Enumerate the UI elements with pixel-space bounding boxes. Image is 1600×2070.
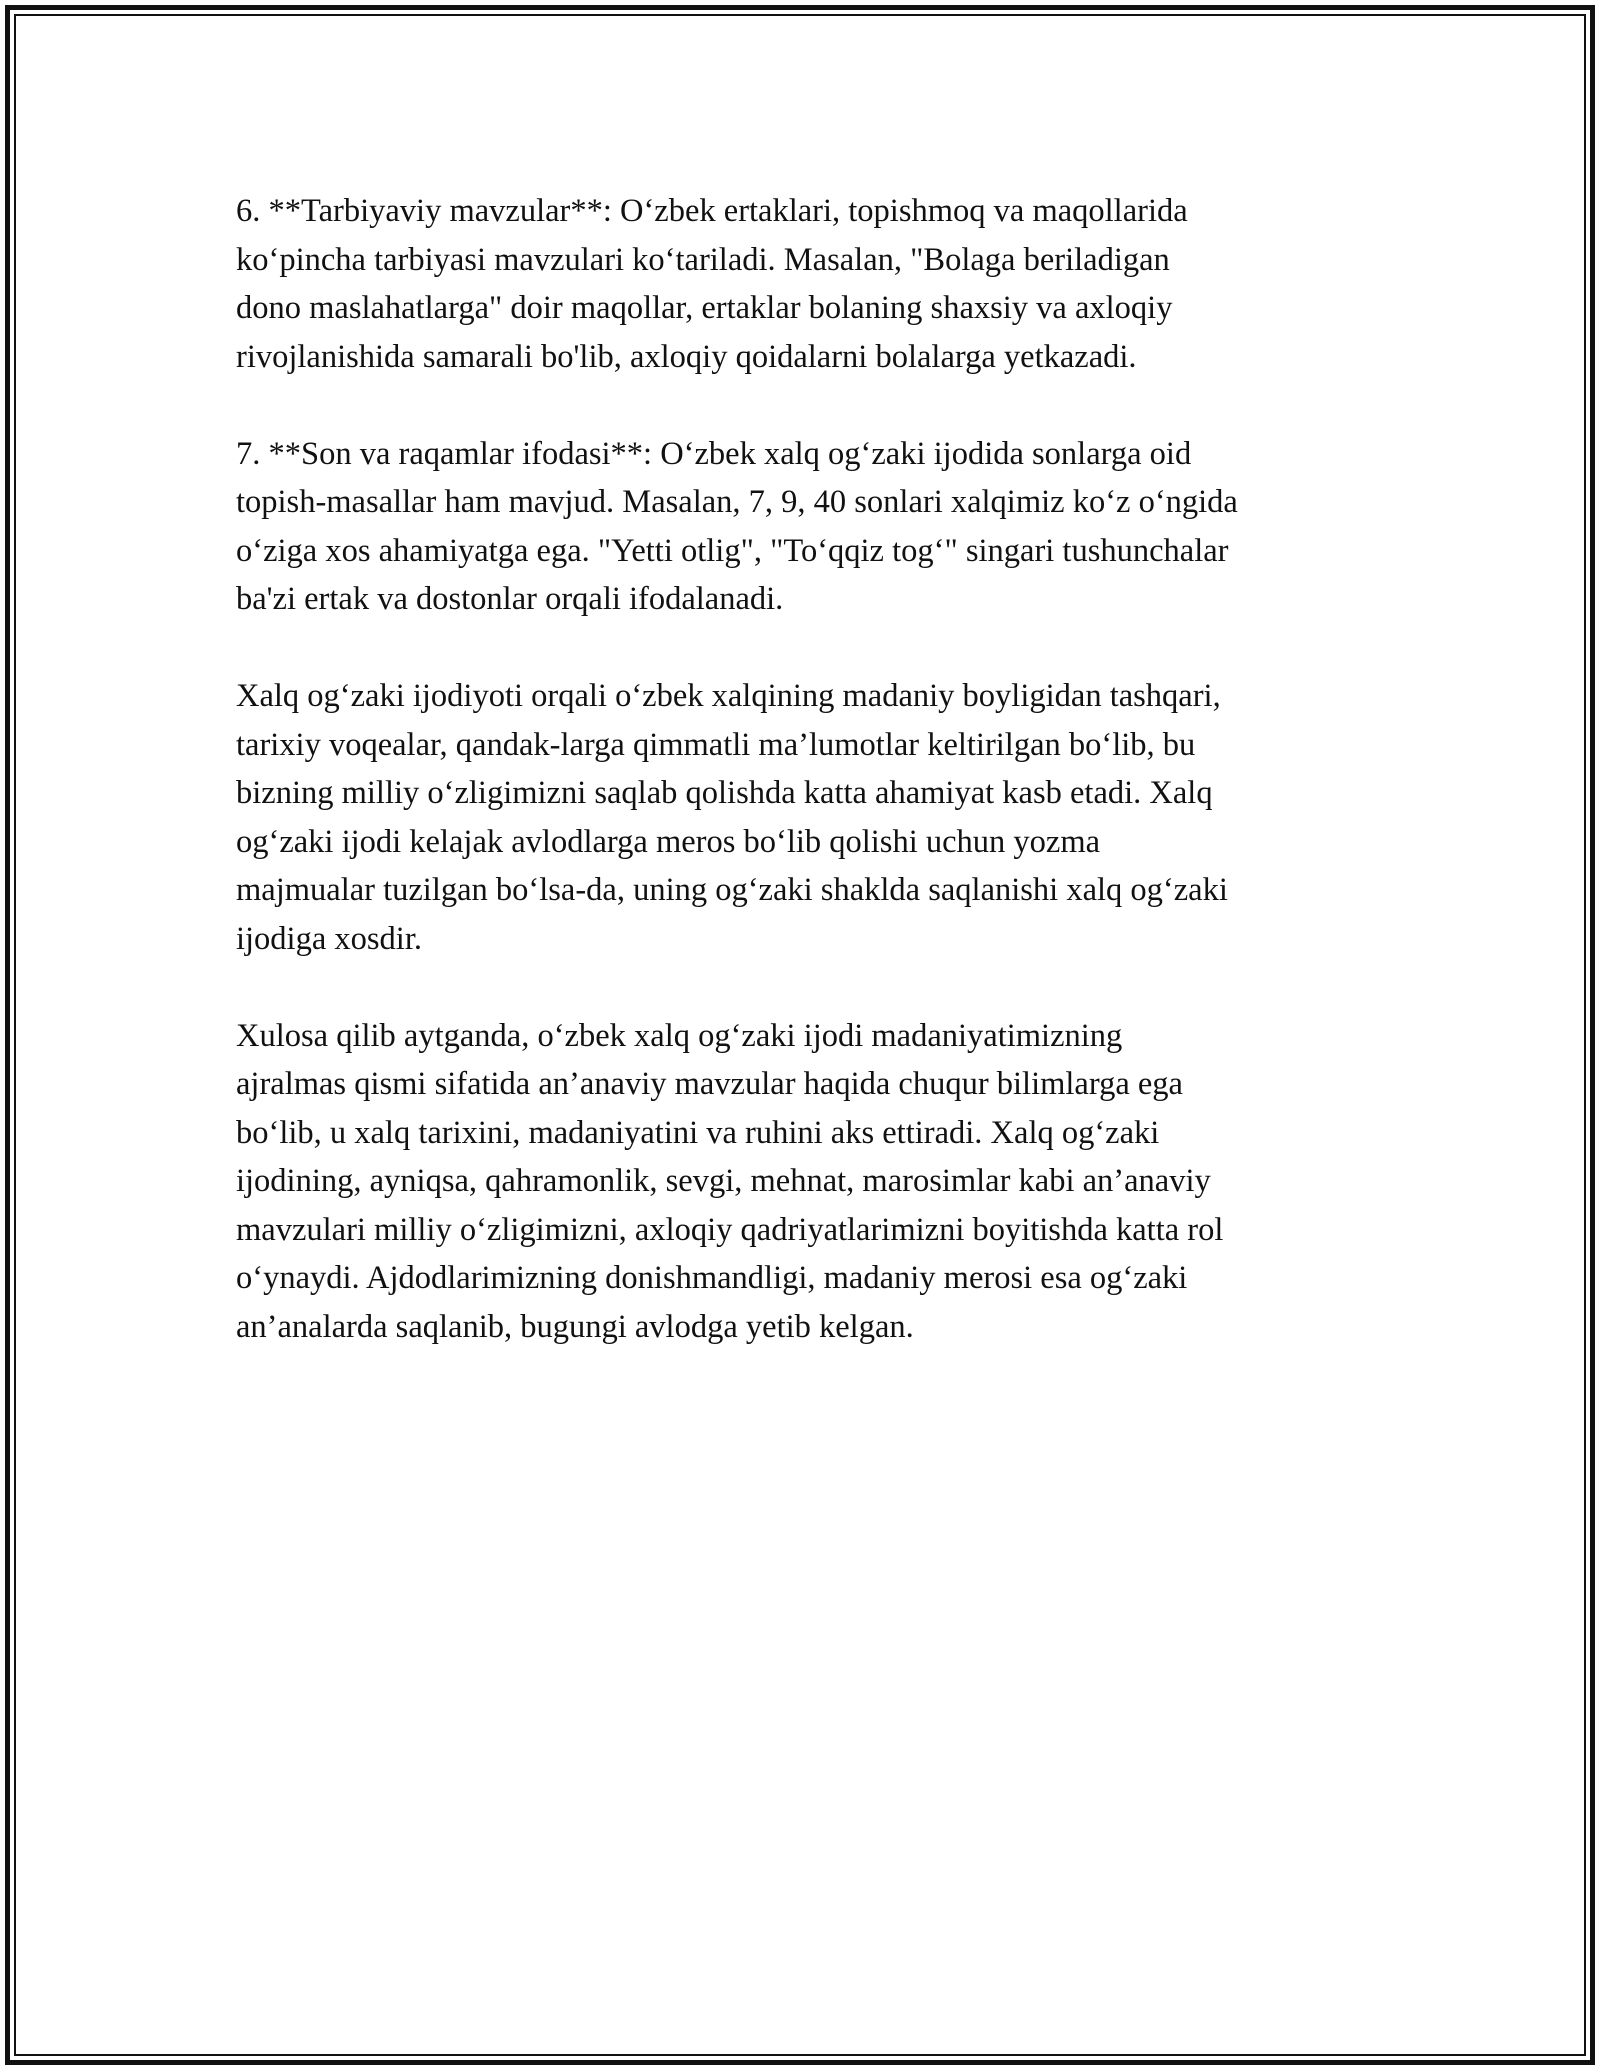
text-line: Xalq og‘zaki ijodiyoti orqali o‘zbek xalqining madaniy boyligidan tashqari, — [236, 678, 1221, 714]
paragraph-xulosa — [236, 1012, 1386, 1352]
paragraph-xalq-ogzaki-ijodiyoti — [236, 672, 1386, 963]
text-line: an’analarda saqlanib, bugungi avlodga yetib kelgan. — [236, 1308, 914, 1345]
text-line: majmualar tuzilgan bo‘lsa-da, uning og‘zaki shaklda saqlanishi xalq og‘zaki — [236, 872, 1228, 908]
text-line: ba'zi ertak va dostonlar orqali ifodalanadi. — [236, 581, 784, 617]
text-line: o‘ynaydi. Ajdodlarimizning donishmandligi, madaniy merosi esa og‘zaki — [236, 1260, 1188, 1296]
text-line: bizning milliy o‘zligimizni saqlab qolishda katta ahamiyat kasb etadi. Xalq — [236, 775, 1213, 811]
text-line: mavzulari milliy o‘zligimizni, axloqiy qadriyatlarimizni boyitishda katta rol — [236, 1211, 1224, 1248]
document-body — [236, 187, 1386, 1400]
text-line: bo‘lib, u xalq tarixini, madaniyatini va ruhini aks ettiradi. Xalq og‘zaki — [236, 1114, 1160, 1151]
text-line: ijodining, ayniqsa, qahramonlik, sevgi, mehnat, marosimlar kabi an’anaviy — [236, 1163, 1211, 1199]
text-line: ijodiga xosdir. — [236, 920, 422, 957]
text-line: Xulosa qilib aytganda, o‘zbek xalq og‘zaki ijodi madaniyatimizning — [236, 1017, 1123, 1054]
text-line: og‘zaki ijodi kelajak avlodlarga meros bo‘lib qolishi uchun yozma — [236, 823, 1101, 860]
paragraph-son-va-raqamlar — [236, 430, 1386, 624]
text-line: dono maslahatlarga" doir maqollar, ertaklar bolaning shaxsiy va axloqiy — [236, 290, 1173, 326]
text-line: ko‘pincha tarbiyasi mavzulari ko‘tariladi. Masalan, "Bolaga beriladigan — [236, 241, 1170, 278]
text-line: topish-masallar ham mavjud. Masalan, 7, 9, 40 sonlari xalqimiz ko‘z o‘ngida — [236, 484, 1238, 520]
paragraph-tarbiyaviy-mavzular — [236, 187, 1386, 381]
text-line: 7. **Son va raqamlar ifodasi**: O‘zbek xalq og‘zaki ijodida sonlarga oid — [236, 435, 1192, 472]
text-line: tarixiy voqealar, qandak-larga qimmatli ma’lumotlar keltirilgan bo‘lib, bu — [236, 726, 1196, 763]
text-line: ajralmas qismi sifatida an’anaviy mavzular haqida chuqur bilimlarga ega — [236, 1066, 1183, 1102]
text-line: 6. **Tarbiyaviy mavzular**: O‘zbek ertaklari, topishmoq va maqollarida — [236, 193, 1188, 229]
text-line: rivojlanishida samarali bo'lib, axloqiy qoidalarni bolalarga yetkazadi. — [236, 338, 1137, 375]
text-line: o‘ziga xos ahamiyatga ega. "Yetti otlig", "To‘qqiz tog‘" singari tushunchalar — [236, 532, 1229, 569]
